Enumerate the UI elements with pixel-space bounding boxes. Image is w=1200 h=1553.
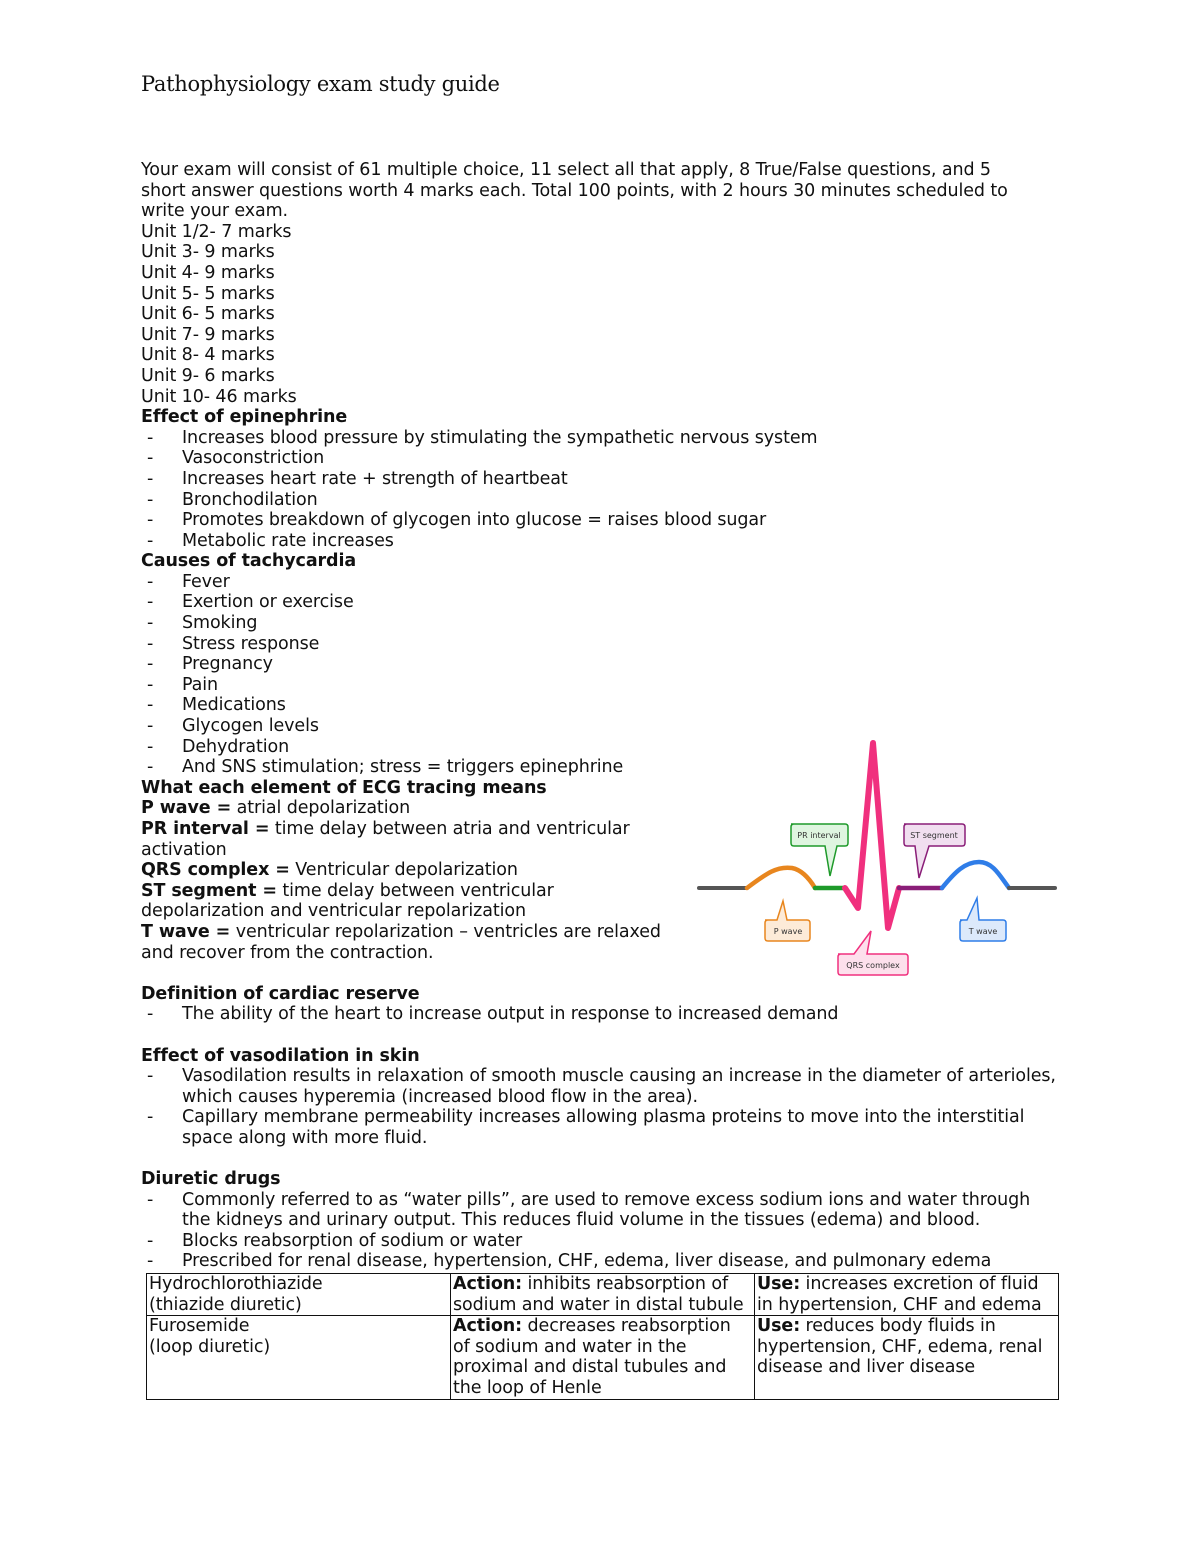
drug-cell: Hydrochlorothiazide (thiazide diuretic) [147,1274,451,1316]
pr-interval-callout [791,824,848,876]
unit-mark: Unit 10- 46 marks [141,386,297,407]
list-item: - Bronchodilation [147,489,318,510]
action-cell: Action: decreases reabsorption of sodium and water in the proximal and distal tubules and the loop of Henle [451,1316,755,1399]
list-item: - Medications [147,695,286,716]
list-item: - Vasodilation results in relaxation of smooth muscle causing an increase in the diameter of arterioles, which causes hyperemia (increased blood flow in the area). [147,1066,1056,1107]
ecg-t-wave [942,862,1009,888]
intro-line: short answer questions worth 4 marks each. Total 100 points, with 2 hours 30 minutes scheduled to [141,180,1008,201]
list-item: - Prescribed for renal disease, hypertension, CHF, edema, liver disease, and pulmonary edema [147,1251,992,1272]
pr-interval-label: PR interval [797,831,841,840]
diuretics-heading: Diuretic drugs [141,1169,281,1190]
unit-mark: Unit 3- 9 marks [141,242,275,263]
list-item: - Increases heart rate + strength of heartbeat [147,468,568,489]
tachycardia-heading: Causes of tachycardia [141,551,357,572]
document-body [141,160,1061,1272]
cardiac-reserve-heading: Definition of cardiac reserve [141,983,420,1004]
intro-line: write your exam. [141,201,289,222]
list-item: - Pain [147,674,219,695]
st-segment-label: ST segment [910,831,958,840]
ecg-diagram [697,738,1059,980]
table-row [147,1274,1059,1316]
document-title: Pathophysiology exam study guide [141,72,500,96]
list-item: - Blocks reabsorption of sodium or water [147,1230,523,1251]
ecg-qrs-complex [845,743,899,928]
unit-mark: Unit 9- 6 marks [141,365,275,386]
unit-mark: Unit 5- 5 marks [141,283,275,304]
list-item: - Metabolic rate increases [147,530,394,551]
ecg-term: P wave = atrial depolarization [141,798,411,819]
unit-mark: Unit 7- 9 marks [141,324,275,345]
ecg-term: QRS complex = Ventricular depolarization [141,860,518,881]
use-cell: Use: reduces body fluids in hypertension, CHF, edema, renal disease and liver disease [755,1316,1059,1399]
drug-cell: Furosemide (loop diuretic) [147,1316,451,1399]
list-item: - And SNS stimulation; stress = triggers epinephrine [147,757,624,778]
action-cell: Action: inhibits reabsorption of sodium and water in distal tubule [451,1274,755,1316]
table-row [147,1316,1059,1399]
ecg-term: T wave = ventricular repolarization – ventricles are relaxed and recover from the contraction. [141,921,661,963]
list-item: - Fever [147,571,230,592]
t-wave-callout [960,898,1006,941]
intro-line: Your exam will consist of 61 multiple choice, 11 select all that apply, 8 True/False questions, and 5 [141,160,991,180]
use-cell: Use: increases excretion of fluid in hypertension, CHF and edema [755,1274,1059,1316]
qrs-complex-callout [838,931,908,975]
unit-mark: Unit 6- 5 marks [141,304,275,325]
ecg-term: PR interval = time delay between atria and ventricular activation [141,819,630,860]
unit-mark: Unit 8- 4 marks [141,345,275,366]
unit-mark: Unit 1/2- 7 marks [141,221,292,242]
t-wave-label: T wave [968,927,998,936]
epinephrine-heading: Effect of epinephrine [141,407,348,428]
unit-mark: Unit 4- 9 marks [141,262,275,283]
vasodilation-heading: Effect of vasodilation in skin [141,1045,420,1066]
p-wave-label: P wave [773,927,803,936]
p-wave-callout [765,901,810,941]
list-item: - The ability of the heart to increase output in response to increased demand [147,1004,839,1025]
ecg-p-wave [747,868,815,888]
list-item: - Increases blood pressure by stimulating the sympathetic nervous system [147,427,818,448]
list-item: - Glycogen levels [147,716,319,737]
list-item: - Capillary membrane permeability increases allowing plasma proteins to move into the interstitial space along with more fluid. [147,1107,1025,1148]
list-item: - Commonly referred to as “water pills”, are used to remove excess sodium ions and water through the kidneys and urinary output. This reduces fluid volume in the tissues (edema) and blood. [147,1189,1031,1231]
list-item: - Stress response [147,633,320,654]
list-item: - Exertion or exercise [147,592,354,613]
list-item: - Pregnancy [147,654,273,675]
list-item: - Promotes breakdown of glycogen into glucose = raises blood sugar [147,510,767,531]
diuretic-table [146,1273,1059,1400]
qrs-complex-label: QRS complex [846,961,900,970]
ecg-heading: What each element of ECG tracing means [141,777,547,798]
list-item: - Smoking [147,613,258,634]
list-item: - Dehydration [147,736,290,757]
ecg-term: ST segment = time delay between ventricular depolarization and ventricular repolarization [141,880,554,922]
list-item: - Vasoconstriction [147,448,325,469]
